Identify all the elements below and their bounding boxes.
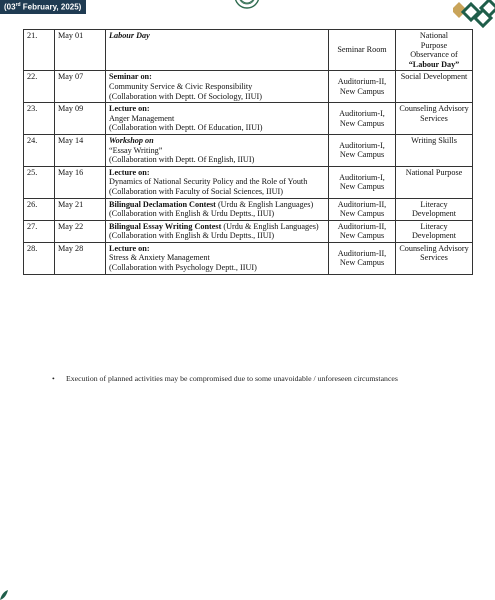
row-venue: Auditorium-II, New Campus <box>329 242 396 274</box>
table-row <box>24 30 473 71</box>
activity-title: Lecture on: <box>109 167 150 177</box>
row-date: May 07 <box>55 71 106 103</box>
leaf-ornament-icon <box>0 590 8 600</box>
activity-title: Seminar on: <box>109 72 152 82</box>
row-category: Literacy Development <box>396 198 473 220</box>
bullet-icon: • <box>52 374 55 383</box>
footnote: • Execution of planned activities may be compromised due to some unavoidable / unforeseen circumstances <box>52 374 398 383</box>
row-description: Seminar on: Community Service & Civic Responsibility (Collaboration with Deptt. Of Sociology, IIUI) <box>106 71 329 103</box>
row-venue: Auditorium-I, New Campus <box>329 166 396 198</box>
activity-schedule-table <box>23 29 473 275</box>
row-description: Lecture on: Stress & Anxiety Management (Collaboration with Psychology Deptt., IIUI) <box>106 242 329 274</box>
row-number: 23. <box>24 103 55 135</box>
row-date: May 01 <box>55 30 106 71</box>
activity-title: Lecture on: <box>109 104 150 114</box>
row-number: 21. <box>24 30 55 71</box>
row-category: Writing Skills <box>396 134 473 166</box>
row-number: 28. <box>24 242 55 274</box>
table-row <box>24 166 473 198</box>
row-description: Bilingual Declamation Contest (Urdu & English Languages) (Collaboration with English & Urdu Deptts., IIUI) <box>106 198 329 220</box>
table-row <box>24 103 473 135</box>
row-category: National Purpose <box>396 166 473 198</box>
row-date: May 09 <box>55 103 106 135</box>
row-venue: Auditorium-II, New Campus <box>329 198 396 220</box>
row-category: National Purpose Observance of “Labour Day” <box>396 30 473 71</box>
corner-ornament-icon <box>453 0 495 30</box>
row-number: 22. <box>24 71 55 103</box>
row-date: May 28 <box>55 242 106 274</box>
table-row <box>24 71 473 103</box>
row-date: May 14 <box>55 134 106 166</box>
date-tag: (03rd February, 2025) <box>0 0 86 14</box>
row-description: Lecture on: Anger Management (Collaboration with Deptt. Of Education, IIUI) <box>106 103 329 135</box>
row-description: Lecture on: Dynamics of National Security Policy and the Role of Youth (Collaboration with Faculty of Social Sciences, IIUI) <box>106 166 329 198</box>
row-date: May 21 <box>55 198 106 220</box>
row-category: Literacy Development <box>396 220 473 242</box>
row-venue: Auditorium-II, New Campus <box>329 71 396 103</box>
row-category: Counseling Advisory Services <box>396 242 473 274</box>
row-date: May 22 <box>55 220 106 242</box>
row-category: Counseling Advisory Services <box>396 103 473 135</box>
row-category: Social Development <box>396 71 473 103</box>
row-description: Workshop on “Essay Writing” (Collaboration with Deptt. Of English, IIUI) <box>106 134 329 166</box>
row-number: 27. <box>24 220 55 242</box>
row-venue: Auditorium-I, New Campus <box>329 134 396 166</box>
activity-title: Bilingual Essay Writing Contest <box>109 221 222 231</box>
row-number: 25. <box>24 166 55 198</box>
activity-title: Bilingual Declamation Contest <box>109 199 216 209</box>
table-row <box>24 198 473 220</box>
university-seal-icon <box>232 0 262 10</box>
row-number: 26. <box>24 198 55 220</box>
row-venue: Seminar Room <box>329 30 396 71</box>
row-description: Bilingual Essay Writing Contest (Urdu & English Languages) (Collaboration with English & Urdu Deptts., IIUI) <box>106 220 329 242</box>
activity-title: Lecture on: <box>109 243 150 253</box>
activity-title: Workshop on <box>109 135 154 145</box>
row-venue: Auditorium-II, New Campus <box>329 220 396 242</box>
table-row <box>24 242 473 274</box>
activity-title: Labour Day <box>109 31 150 40</box>
row-date: May 16 <box>55 166 106 198</box>
row-venue: Auditorium-I, New Campus <box>329 103 396 135</box>
table-row <box>24 220 473 242</box>
row-description <box>106 30 329 71</box>
table-row <box>24 134 473 166</box>
row-number: 24. <box>24 134 55 166</box>
